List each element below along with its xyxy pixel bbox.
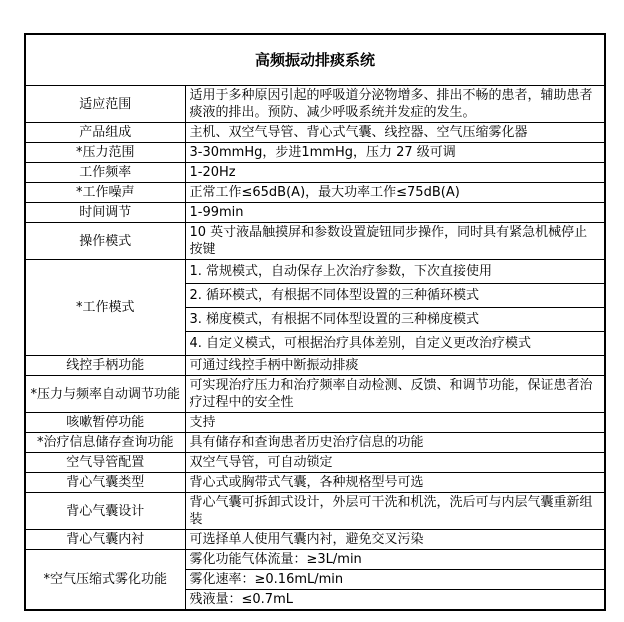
spec-label: *空气压缩式雾化功能 (25, 550, 185, 611)
spec-value: 3-30mmHg，步进1mmHg，压力 27 级可调 (185, 143, 605, 163)
spec-value: 支持 (185, 413, 605, 433)
table-row (25, 453, 605, 473)
spec-table (24, 33, 606, 611)
table-row (25, 223, 605, 260)
table-row (25, 163, 605, 183)
spec-label: 背心气囊类型 (25, 473, 185, 493)
spec-value: 可通过线控手柄中断振动排痰 (185, 356, 605, 376)
spec-value: 1. 常规模式，自动保存上次治疗参数，下次直接使用 (185, 260, 605, 284)
table-row (25, 413, 605, 433)
spec-label: 咳嗽暂停功能 (25, 413, 185, 433)
spec-value: 4. 自定义模式，可根据治疗具体差别，自定义更改治疗模式 (185, 332, 605, 356)
table-row (25, 530, 605, 550)
spec-label: *治疗信息储存查询功能 (25, 433, 185, 453)
spec-label: *压力范围 (25, 143, 185, 163)
spec-label: 操作模式 (25, 223, 185, 260)
spec-value: 双空气导管，可自动锁定 (185, 453, 605, 473)
spec-value: 10 英寸液晶触摸屏和参数设置旋钮同步操作，同时具有紧急机械停止按键 (185, 223, 605, 260)
spec-value: 具有储存和查询患者历史治疗信息的功能 (185, 433, 605, 453)
spec-label: 工作频率 (25, 163, 185, 183)
spec-value: 雾化速率：≥0.16mL/min (185, 570, 605, 590)
spec-value: 雾化功能气体流量：≥3L/min (185, 550, 605, 570)
spec-value: 1-99min (185, 203, 605, 223)
table-row (25, 356, 605, 376)
spec-label: *压力与频率自动调节功能 (25, 376, 185, 413)
table-row (25, 86, 605, 123)
spec-value: 正常工作≤65dB(A)，最大功率工作≤75dB(A) (185, 183, 605, 203)
spec-label: 产品组成 (25, 123, 185, 143)
spec-value: 适用于多种原因引起的呼吸道分泌物增多、排出不畅的患者，辅助患者痰液的排出。预防、减少呼吸系统并发症的发生。 (185, 86, 605, 123)
spec-value: 3. 梯度模式，有根据不同体型设置的三种梯度模式 (185, 308, 605, 332)
spec-value: 可实现治疗压力和治疗频率自动检测、反馈、和调节功能，保证患者治疗过程中的安全性 (185, 376, 605, 413)
table-row (25, 473, 605, 493)
spec-value: 背心气囊可拆卸式设计，外层可干洗和机洗，洗后可与内层气囊重新组装 (185, 493, 605, 530)
spec-label: 适应范围 (25, 86, 185, 123)
table-row (25, 493, 605, 530)
spec-value: 1-20Hz (185, 163, 605, 183)
spec-label: 背心气囊设计 (25, 493, 185, 530)
spec-label: 空气导管配置 (25, 453, 185, 473)
table-row (25, 376, 605, 413)
spec-value: 残液量：≤0.7mL (185, 590, 605, 611)
table-row (25, 143, 605, 163)
table-row (25, 203, 605, 223)
spec-label: 时间调节 (25, 203, 185, 223)
table-row (25, 183, 605, 203)
title-row (25, 34, 605, 86)
spec-label: *工作噪声 (25, 183, 185, 203)
table-row (25, 550, 605, 570)
spec-value: 背心式或胸带式气囊，各种规格型号可选 (185, 473, 605, 493)
spec-label: *工作模式 (25, 260, 185, 356)
spec-value: 主机、双空气导管、背心式气囊、线控器、空气压缩雾化器 (185, 123, 605, 143)
table-row (25, 260, 605, 284)
table-row (25, 123, 605, 143)
spec-label: 背心气囊内衬 (25, 530, 185, 550)
table-row (25, 433, 605, 453)
spec-value: 2. 循环模式，有根据不同体型设置的三种循环模式 (185, 284, 605, 308)
spec-value: 可选择单人使用气囊内衬，避免交叉污染 (185, 530, 605, 550)
table-title: 高频振动排痰系统 (25, 34, 605, 86)
spec-label: 线控手柄功能 (25, 356, 185, 376)
